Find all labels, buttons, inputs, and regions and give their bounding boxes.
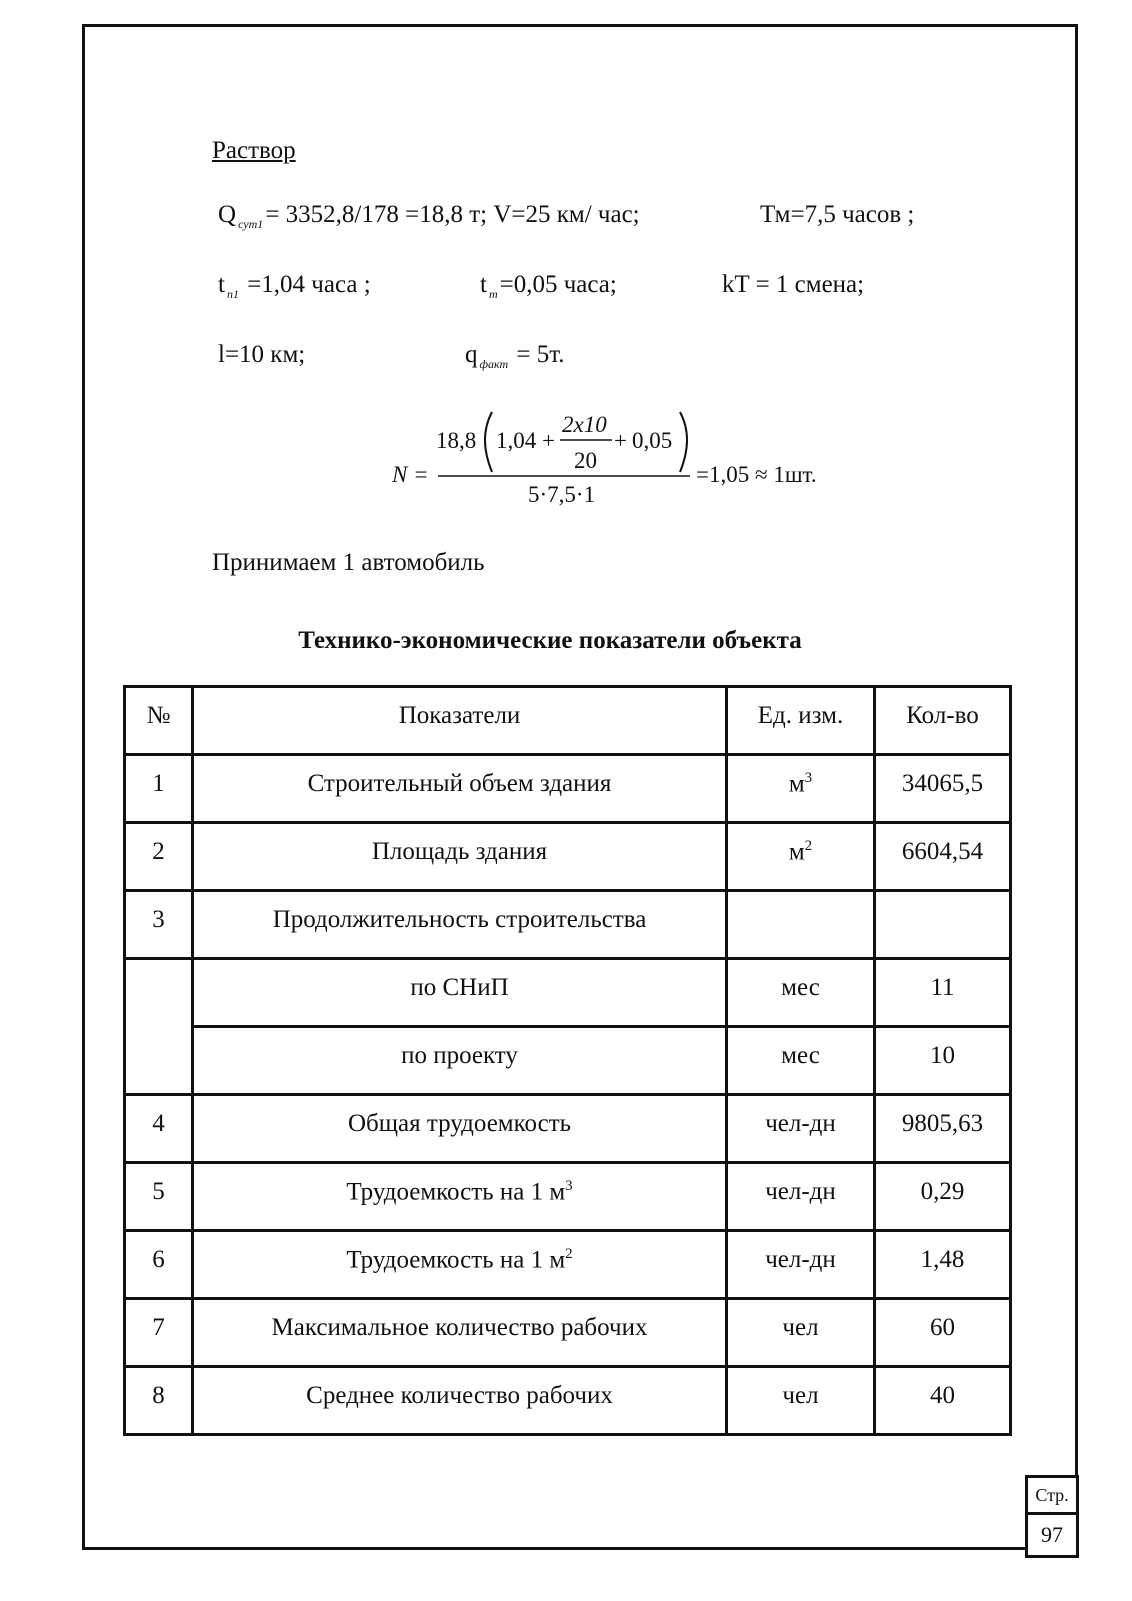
formula-b: 0,05 bbox=[632, 428, 673, 453]
param-q-sut-sub: сут1 bbox=[238, 217, 264, 231]
row-unit: чел-дн bbox=[727, 1095, 875, 1163]
formula-frac-den: 20 bbox=[574, 448, 597, 473]
row-unit-sup: 2 bbox=[804, 838, 813, 854]
table-row bbox=[125, 1027, 1011, 1095]
row-indicator: Общая трудоемкость bbox=[193, 1095, 727, 1163]
formula-denominator: 5·7,5·1 bbox=[528, 482, 596, 507]
formula-frac-num: 2x10 bbox=[562, 412, 607, 437]
param-q-sut bbox=[218, 202, 640, 230]
row-number: 6 bbox=[125, 1231, 193, 1299]
formula-plus1: + bbox=[542, 428, 555, 453]
row-indicator-text: Трудоемкость на 1 м bbox=[346, 1178, 566, 1206]
row-value: 1,48 bbox=[875, 1231, 1011, 1299]
row-unit-text: м bbox=[788, 838, 805, 866]
table-row bbox=[125, 755, 1011, 823]
row-unit: чел-дн bbox=[727, 1163, 875, 1231]
param-q-sut-prefix: Q bbox=[218, 201, 237, 228]
row-number: 8 bbox=[125, 1367, 193, 1435]
param-tt bbox=[480, 272, 617, 300]
row-number: 4 bbox=[125, 1095, 193, 1163]
row-number-merged bbox=[125, 959, 193, 1095]
param-q-fakt bbox=[465, 342, 565, 370]
table-row bbox=[125, 1299, 1011, 1367]
param-tt-sub: т bbox=[488, 287, 498, 301]
row-value: 11 bbox=[875, 959, 1011, 1027]
indicators-table bbox=[123, 685, 1012, 1436]
formula-paren-right bbox=[680, 412, 687, 472]
table-row bbox=[125, 1231, 1011, 1299]
formula bbox=[392, 412, 880, 520]
formula-rhs: =1,05 ≈ 1шт. bbox=[696, 462, 817, 487]
row-unit: мес bbox=[727, 959, 875, 1027]
row-value bbox=[875, 891, 1011, 959]
row-indicator: по СНиП bbox=[193, 959, 727, 1027]
row-unit-text: м bbox=[788, 770, 805, 798]
row-number: 2 bbox=[125, 823, 193, 891]
param-tn bbox=[218, 272, 371, 300]
header-unit: Ед. изм. bbox=[727, 687, 875, 755]
page-number-stamp bbox=[1025, 1475, 1079, 1558]
conclusion-text: Принимаем 1 автомобиль bbox=[212, 549, 485, 576]
row-number: 3 bbox=[125, 891, 193, 959]
table-row bbox=[125, 1163, 1011, 1231]
table-row bbox=[125, 959, 1011, 1027]
row-unit bbox=[727, 891, 875, 959]
table-title: Технико-экономические показатели объекта bbox=[298, 627, 802, 654]
row-value: 40 bbox=[875, 1367, 1011, 1435]
row-indicator bbox=[193, 1231, 727, 1299]
page-number: 97 bbox=[1041, 1522, 1063, 1547]
formula-lhs: N = bbox=[392, 462, 429, 487]
row-value: 6604,54 bbox=[875, 823, 1011, 891]
table-row bbox=[125, 1095, 1011, 1163]
formula-coef: 18,8 bbox=[436, 428, 477, 453]
header-indicator: Показатели bbox=[193, 687, 727, 755]
row-value: 60 bbox=[875, 1299, 1011, 1367]
param-tt-prefix: t bbox=[480, 271, 487, 298]
row-unit: чел-дн bbox=[727, 1231, 875, 1299]
page-label: Стр. bbox=[1028, 1478, 1076, 1515]
param-kt: kT = 1 смена; bbox=[722, 271, 865, 298]
param-tn-sub: п1 bbox=[226, 287, 239, 301]
table-row bbox=[125, 891, 1011, 959]
row-value: 10 bbox=[875, 1027, 1011, 1095]
param-q-fakt-sub: факт bbox=[479, 357, 509, 371]
row-value: 0,29 bbox=[875, 1163, 1011, 1231]
row-unit-sup: 3 bbox=[804, 770, 813, 786]
param-tn-text: =1,04 часа ; bbox=[240, 271, 371, 298]
row-number: 1 bbox=[125, 755, 193, 823]
row-unit: чел bbox=[727, 1367, 875, 1435]
param-l: l=10 км; bbox=[218, 341, 306, 368]
row-unit: чел bbox=[727, 1299, 875, 1367]
row-indicator-text: Трудоемкость на 1 м bbox=[346, 1246, 566, 1274]
param-tn-prefix: t bbox=[218, 271, 225, 298]
param-tm: Тм=7,5 часов ; bbox=[760, 201, 915, 228]
param-tt-text: =0,05 часа; bbox=[499, 271, 617, 298]
row-indicator-sup: 2 bbox=[565, 1246, 573, 1262]
section-title: Раствор bbox=[212, 137, 296, 164]
formula-a: 1,04 bbox=[496, 428, 537, 453]
row-number: 7 bbox=[125, 1299, 193, 1367]
table-header-row bbox=[125, 687, 1011, 755]
row-indicator: Максимальное количество рабочих bbox=[193, 1299, 727, 1367]
row-unit bbox=[727, 755, 875, 823]
row-unit bbox=[727, 823, 875, 891]
table-row bbox=[125, 823, 1011, 891]
row-number: 5 bbox=[125, 1163, 193, 1231]
row-indicator: Продолжительность строительства bbox=[193, 891, 727, 959]
row-indicator: Среднее количество рабочих bbox=[193, 1367, 727, 1435]
row-unit: мес bbox=[727, 1027, 875, 1095]
row-indicator bbox=[193, 1163, 727, 1231]
row-indicator: Площадь здания bbox=[193, 823, 727, 891]
row-value: 34065,5 bbox=[875, 755, 1011, 823]
formula-paren-left bbox=[485, 412, 492, 472]
param-q-fakt-text: = 5т. bbox=[510, 341, 565, 368]
row-indicator-sup: 3 bbox=[565, 1178, 573, 1194]
row-value: 9805,63 bbox=[875, 1095, 1011, 1163]
param-q-sut-text: = 3352,8/178 =18,8 т; V=25 км/ час; bbox=[265, 201, 640, 228]
row-indicator: по проекту bbox=[193, 1027, 727, 1095]
header-number: № bbox=[125, 687, 193, 755]
formula-plus2: + bbox=[614, 428, 627, 453]
param-q-fakt-prefix: q bbox=[465, 341, 478, 368]
table-row bbox=[125, 1367, 1011, 1435]
header-quantity: Кол-во bbox=[875, 687, 1011, 755]
row-indicator: Строительный объем здания bbox=[193, 755, 727, 823]
